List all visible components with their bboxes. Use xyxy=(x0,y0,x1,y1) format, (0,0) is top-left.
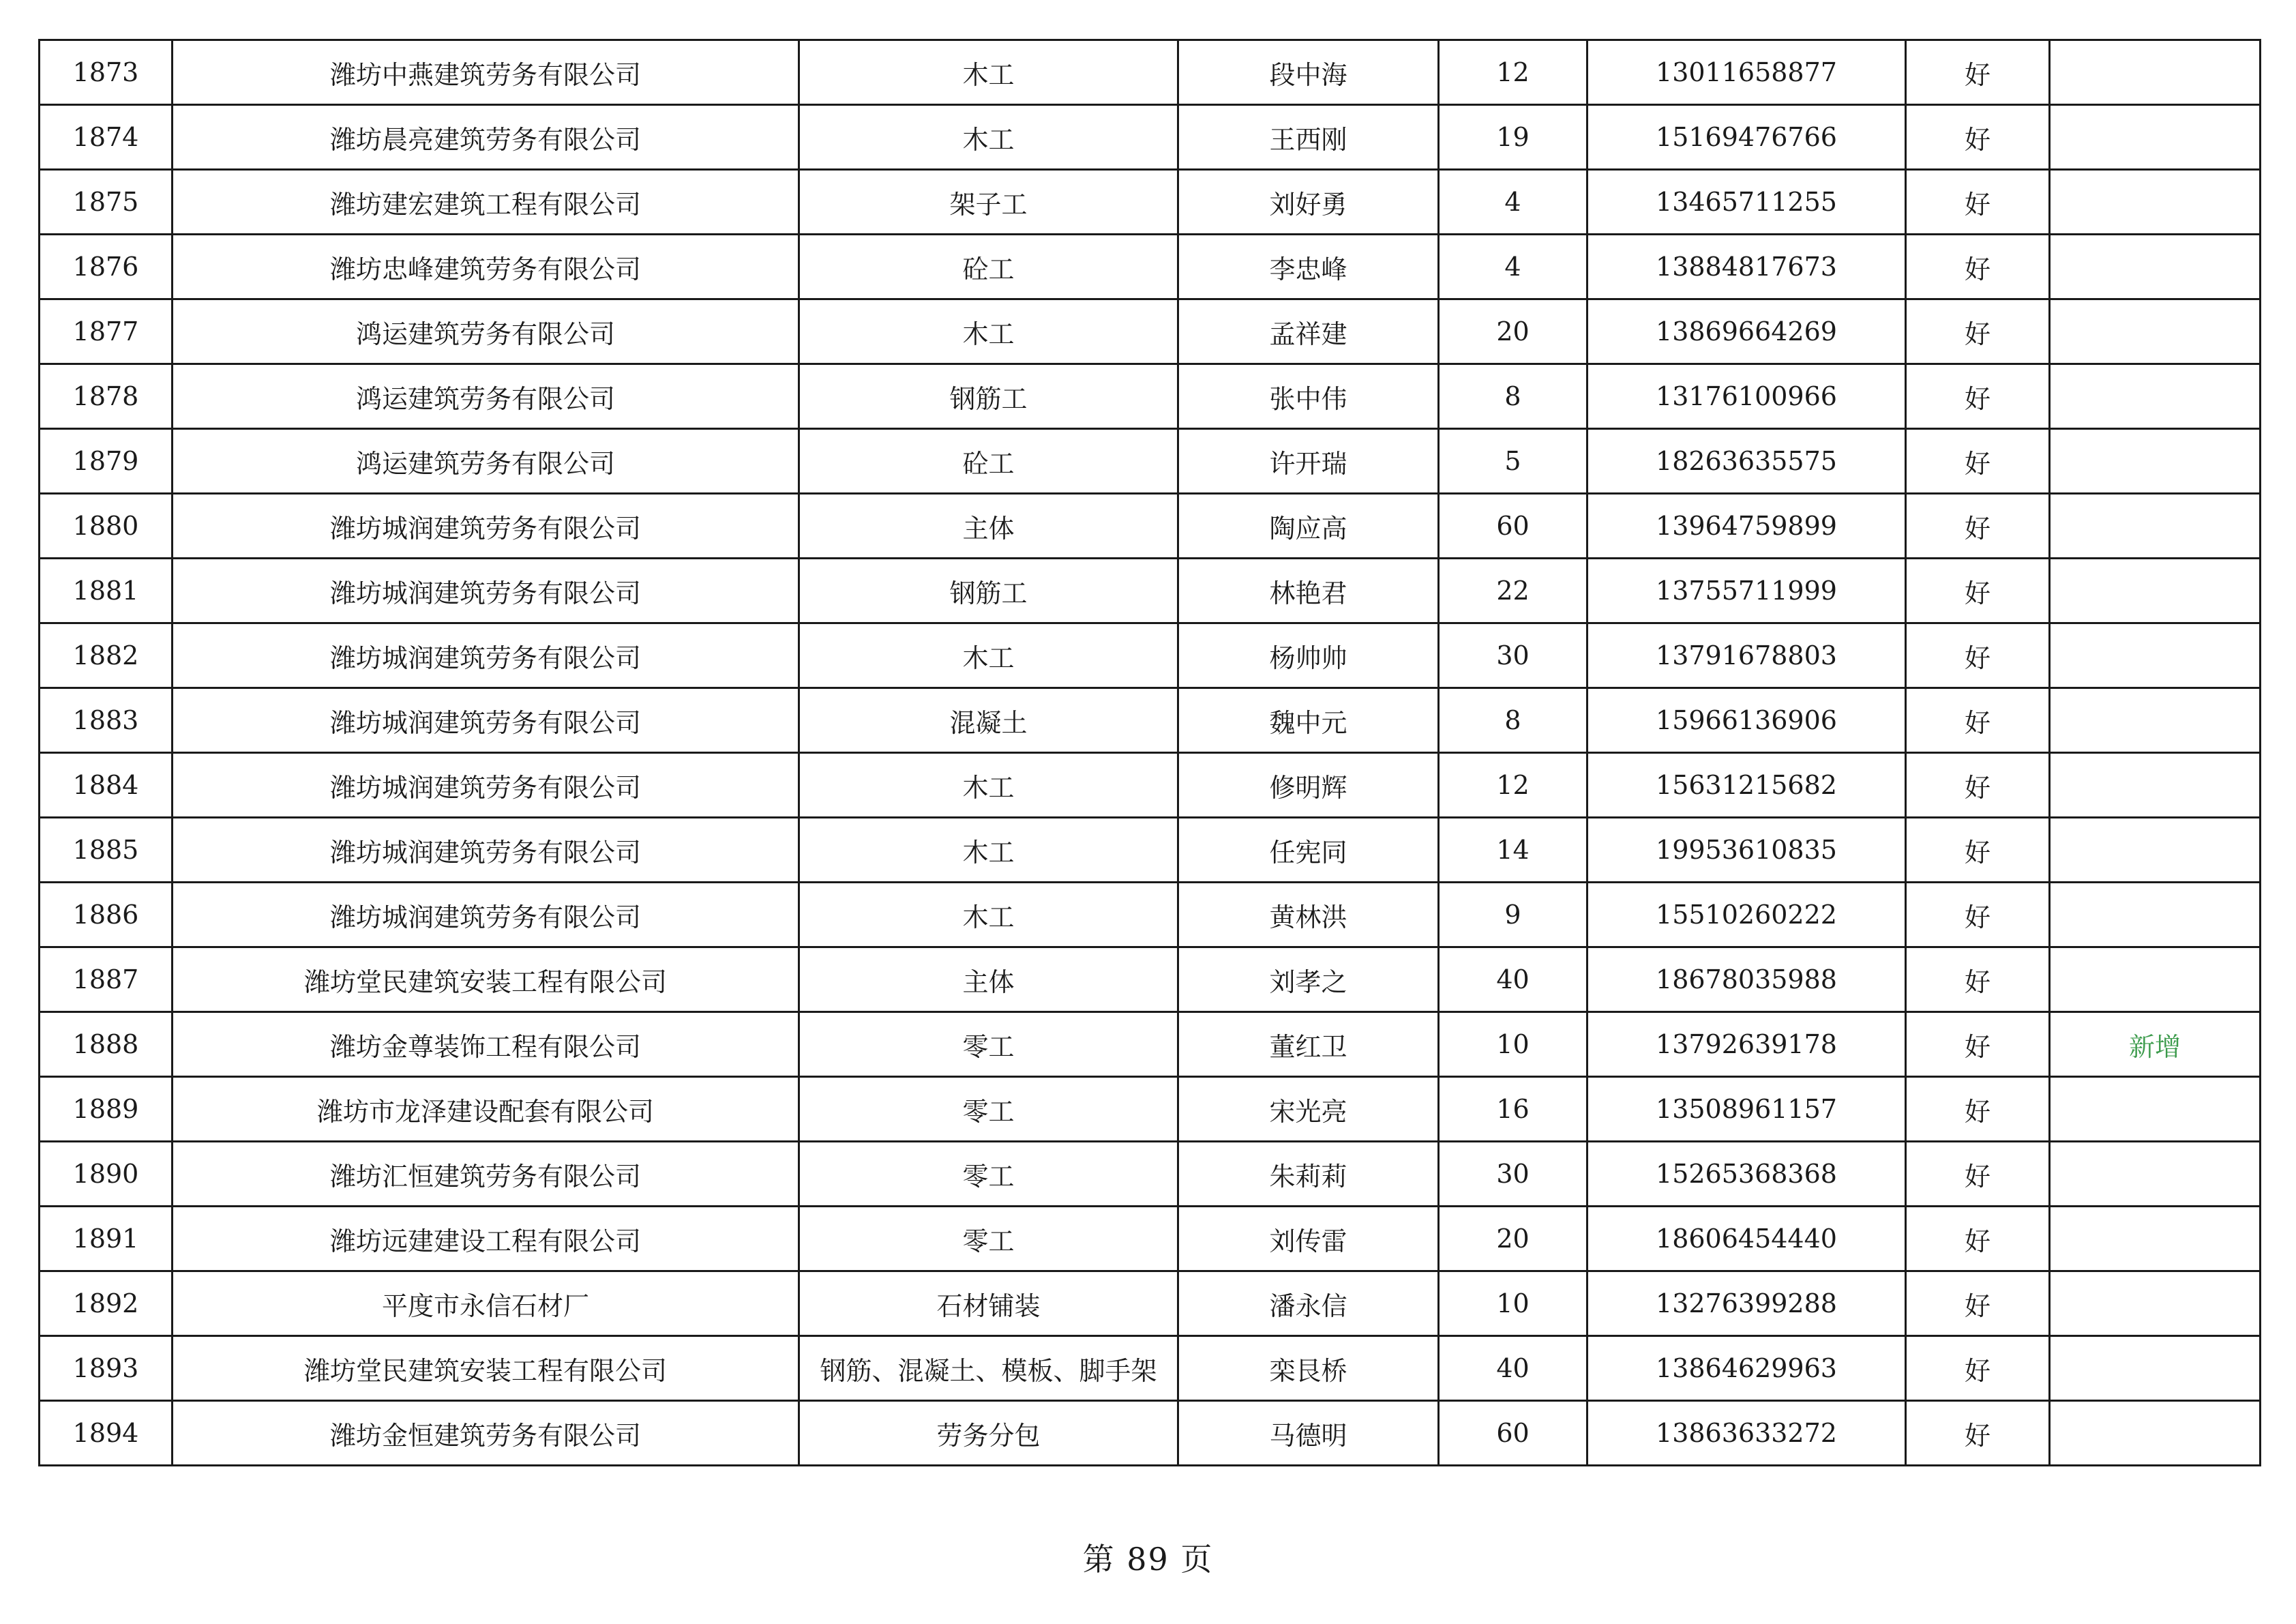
rating-cell: 好 xyxy=(1906,364,2050,429)
serial-number-cell: 1885 xyxy=(40,818,173,883)
rating-cell: 好 xyxy=(1906,429,2050,494)
serial-number-cell: 1888 xyxy=(40,1012,173,1077)
phone-cell: 13864629963 xyxy=(1587,1336,1906,1401)
trade-cell: 主体 xyxy=(799,494,1178,559)
note-cell xyxy=(2050,105,2261,170)
rating-cell: 好 xyxy=(1906,299,2050,364)
worker-count-cell: 16 xyxy=(1439,1077,1587,1142)
rating-cell: 好 xyxy=(1906,1271,2050,1336)
worker-count-cell: 60 xyxy=(1439,1401,1587,1466)
serial-number-cell: 1876 xyxy=(40,235,173,299)
company-name-cell: 鸿运建筑劳务有限公司 xyxy=(173,299,799,364)
company-name-cell: 平度市永信石材厂 xyxy=(173,1271,799,1336)
trade-cell: 钢筋工 xyxy=(799,559,1178,623)
worker-count-cell: 10 xyxy=(1439,1271,1587,1336)
note-cell xyxy=(2050,1142,2261,1207)
worker-count-cell: 22 xyxy=(1439,559,1587,623)
worker-count-cell: 60 xyxy=(1439,494,1587,559)
phone-cell: 15510260222 xyxy=(1587,883,1906,947)
company-name-cell: 潍坊金恒建筑劳务有限公司 xyxy=(173,1401,799,1466)
note-cell xyxy=(2050,170,2261,235)
rating-cell: 好 xyxy=(1906,688,2050,753)
trade-cell: 石材铺装 xyxy=(799,1271,1178,1336)
trade-cell: 劳务分包 xyxy=(799,1401,1178,1466)
company-name-cell: 潍坊建宏建筑工程有限公司 xyxy=(173,170,799,235)
phone-cell: 13011658877 xyxy=(1587,40,1906,105)
serial-number-cell: 1882 xyxy=(40,623,173,688)
serial-number-cell: 1881 xyxy=(40,559,173,623)
phone-cell: 18263635575 xyxy=(1587,429,1906,494)
company-name-cell: 潍坊忠峰建筑劳务有限公司 xyxy=(173,235,799,299)
rating-cell: 好 xyxy=(1906,1207,2050,1271)
trade-cell: 木工 xyxy=(799,883,1178,947)
note-cell xyxy=(2050,1207,2261,1271)
trade-cell: 架子工 xyxy=(799,170,1178,235)
table-row xyxy=(40,688,2261,753)
phone-cell: 13791678803 xyxy=(1587,623,1906,688)
company-name-cell: 潍坊汇恒建筑劳务有限公司 xyxy=(173,1142,799,1207)
worker-count-cell: 40 xyxy=(1439,1336,1587,1401)
serial-number-cell: 1878 xyxy=(40,364,173,429)
trade-cell: 木工 xyxy=(799,40,1178,105)
team-leader-cell: 杨帅帅 xyxy=(1178,623,1439,688)
note-cell xyxy=(2050,1077,2261,1142)
table-row xyxy=(40,105,2261,170)
table-row xyxy=(40,883,2261,947)
rating-cell: 好 xyxy=(1906,1077,2050,1142)
note-cell xyxy=(2050,494,2261,559)
worker-count-cell: 10 xyxy=(1439,1012,1587,1077)
team-leader-cell: 陶应高 xyxy=(1178,494,1439,559)
team-leader-cell: 李忠峰 xyxy=(1178,235,1439,299)
trade-cell: 主体 xyxy=(799,947,1178,1012)
phone-cell: 15631215682 xyxy=(1587,753,1906,818)
worker-count-cell: 30 xyxy=(1439,1142,1587,1207)
team-leader-cell: 刘传雷 xyxy=(1178,1207,1439,1271)
phone-cell: 13465711255 xyxy=(1587,170,1906,235)
serial-number-cell: 1893 xyxy=(40,1336,173,1401)
table-row xyxy=(40,1207,2261,1271)
team-leader-cell: 刘孝之 xyxy=(1178,947,1439,1012)
trade-cell: 砼工 xyxy=(799,429,1178,494)
note-cell xyxy=(2050,235,2261,299)
worker-count-cell: 5 xyxy=(1439,429,1587,494)
worker-count-cell: 20 xyxy=(1439,1207,1587,1271)
table-row xyxy=(40,429,2261,494)
note-cell xyxy=(2050,753,2261,818)
team-leader-cell: 孟祥建 xyxy=(1178,299,1439,364)
phone-cell: 13964759899 xyxy=(1587,494,1906,559)
company-name-cell: 鸿运建筑劳务有限公司 xyxy=(173,364,799,429)
rating-cell: 好 xyxy=(1906,494,2050,559)
table-row xyxy=(40,947,2261,1012)
phone-cell: 13869664269 xyxy=(1587,299,1906,364)
rating-cell: 好 xyxy=(1906,105,2050,170)
company-name-cell: 潍坊堂民建筑安装工程有限公司 xyxy=(173,1336,799,1401)
trade-cell: 砼工 xyxy=(799,235,1178,299)
phone-cell: 13755711999 xyxy=(1587,559,1906,623)
table-row xyxy=(40,494,2261,559)
trade-cell: 零工 xyxy=(799,1142,1178,1207)
note-cell xyxy=(2050,623,2261,688)
rating-cell: 好 xyxy=(1906,1142,2050,1207)
table-row xyxy=(40,1336,2261,1401)
team-leader-cell: 修明辉 xyxy=(1178,753,1439,818)
trade-cell: 零工 xyxy=(799,1207,1178,1271)
serial-number-cell: 1887 xyxy=(40,947,173,1012)
company-name-cell: 潍坊市龙泽建设配套有限公司 xyxy=(173,1077,799,1142)
team-leader-cell: 董红卫 xyxy=(1178,1012,1439,1077)
table-row xyxy=(40,559,2261,623)
company-name-cell: 潍坊中燕建筑劳务有限公司 xyxy=(173,40,799,105)
company-name-cell: 潍坊城润建筑劳务有限公司 xyxy=(173,753,799,818)
serial-number-cell: 1883 xyxy=(40,688,173,753)
worker-count-cell: 19 xyxy=(1439,105,1587,170)
trade-cell: 零工 xyxy=(799,1012,1178,1077)
serial-number-cell: 1886 xyxy=(40,883,173,947)
company-name-cell: 潍坊晨亮建筑劳务有限公司 xyxy=(173,105,799,170)
worker-count-cell: 30 xyxy=(1439,623,1587,688)
company-name-cell: 潍坊城润建筑劳务有限公司 xyxy=(173,883,799,947)
trade-cell: 零工 xyxy=(799,1077,1178,1142)
table-row xyxy=(40,1401,2261,1466)
serial-number-cell: 1892 xyxy=(40,1271,173,1336)
worker-count-cell: 14 xyxy=(1439,818,1587,883)
table-row xyxy=(40,170,2261,235)
team-leader-cell: 黄林洪 xyxy=(1178,883,1439,947)
team-leader-cell: 魏中元 xyxy=(1178,688,1439,753)
serial-number-cell: 1873 xyxy=(40,40,173,105)
rating-cell: 好 xyxy=(1906,1336,2050,1401)
serial-number-cell: 1884 xyxy=(40,753,173,818)
rating-cell: 好 xyxy=(1906,623,2050,688)
table-row xyxy=(40,1077,2261,1142)
worker-count-cell: 12 xyxy=(1439,753,1587,818)
trade-cell: 木工 xyxy=(799,299,1178,364)
trade-cell: 钢筋、混凝土、模板、脚手架 xyxy=(799,1336,1178,1401)
serial-number-cell: 1890 xyxy=(40,1142,173,1207)
team-leader-cell: 栾艮桥 xyxy=(1178,1336,1439,1401)
rating-cell: 好 xyxy=(1906,1401,2050,1466)
labor-roster-table xyxy=(38,39,2261,1466)
company-name-cell: 潍坊堂民建筑安装工程有限公司 xyxy=(173,947,799,1012)
phone-cell: 18606454440 xyxy=(1587,1207,1906,1271)
serial-number-cell: 1880 xyxy=(40,494,173,559)
table-row xyxy=(40,40,2261,105)
trade-cell: 钢筋工 xyxy=(799,364,1178,429)
trade-cell: 木工 xyxy=(799,753,1178,818)
phone-cell: 15265368368 xyxy=(1587,1142,1906,1207)
company-name-cell: 潍坊远建建设工程有限公司 xyxy=(173,1207,799,1271)
phone-cell: 13884817673 xyxy=(1587,235,1906,299)
team-leader-cell: 刘好勇 xyxy=(1178,170,1439,235)
company-name-cell: 潍坊城润建筑劳务有限公司 xyxy=(173,818,799,883)
note-cell xyxy=(2050,1271,2261,1336)
company-name-cell: 潍坊城润建筑劳务有限公司 xyxy=(173,688,799,753)
rating-cell: 好 xyxy=(1906,883,2050,947)
note-cell xyxy=(2050,559,2261,623)
rating-cell: 好 xyxy=(1906,170,2050,235)
team-leader-cell: 林艳君 xyxy=(1178,559,1439,623)
phone-cell: 19953610835 xyxy=(1587,818,1906,883)
note-cell xyxy=(2050,429,2261,494)
team-leader-cell: 任宪同 xyxy=(1178,818,1439,883)
note-cell xyxy=(2050,688,2261,753)
table-row xyxy=(40,364,2261,429)
rating-cell: 好 xyxy=(1906,818,2050,883)
worker-count-cell: 12 xyxy=(1439,40,1587,105)
note-cell xyxy=(2050,1401,2261,1466)
table-row xyxy=(40,1271,2261,1336)
phone-cell: 13863633272 xyxy=(1587,1401,1906,1466)
company-name-cell: 潍坊城润建筑劳务有限公司 xyxy=(173,623,799,688)
company-name-cell: 鸿运建筑劳务有限公司 xyxy=(173,429,799,494)
worker-count-cell: 4 xyxy=(1439,235,1587,299)
team-leader-cell: 许开瑞 xyxy=(1178,429,1439,494)
phone-cell: 15169476766 xyxy=(1587,105,1906,170)
table-row xyxy=(40,235,2261,299)
worker-count-cell: 40 xyxy=(1439,947,1587,1012)
roster-body xyxy=(40,40,2261,1466)
phone-cell: 15966136906 xyxy=(1587,688,1906,753)
table-row xyxy=(40,818,2261,883)
note-cell xyxy=(2050,299,2261,364)
serial-number-cell: 1889 xyxy=(40,1077,173,1142)
note-cell: 新增 xyxy=(2050,1012,2261,1077)
table-row xyxy=(40,299,2261,364)
trade-cell: 混凝土 xyxy=(799,688,1178,753)
serial-number-cell: 1894 xyxy=(40,1401,173,1466)
rating-cell: 好 xyxy=(1906,1012,2050,1077)
team-leader-cell: 王西刚 xyxy=(1178,105,1439,170)
trade-cell: 木工 xyxy=(799,105,1178,170)
serial-number-cell: 1877 xyxy=(40,299,173,364)
phone-cell: 13176100966 xyxy=(1587,364,1906,429)
serial-number-cell: 1879 xyxy=(40,429,173,494)
trade-cell: 木工 xyxy=(799,623,1178,688)
worker-count-cell: 9 xyxy=(1439,883,1587,947)
rating-cell: 好 xyxy=(1906,947,2050,1012)
worker-count-cell: 20 xyxy=(1439,299,1587,364)
rating-cell: 好 xyxy=(1906,559,2050,623)
rating-cell: 好 xyxy=(1906,753,2050,818)
rating-cell: 好 xyxy=(1906,40,2050,105)
rating-cell: 好 xyxy=(1906,235,2050,299)
team-leader-cell: 马德明 xyxy=(1178,1401,1439,1466)
table-row xyxy=(40,753,2261,818)
note-cell xyxy=(2050,40,2261,105)
worker-count-cell: 8 xyxy=(1439,364,1587,429)
table-row xyxy=(40,623,2261,688)
page-number: 第 89 页 xyxy=(1082,1541,1214,1578)
team-leader-cell: 潘永信 xyxy=(1178,1271,1439,1336)
table-row xyxy=(40,1142,2261,1207)
serial-number-cell: 1891 xyxy=(40,1207,173,1271)
note-cell xyxy=(2050,364,2261,429)
worker-count-cell: 4 xyxy=(1439,170,1587,235)
serial-number-cell: 1875 xyxy=(40,170,173,235)
note-cell xyxy=(2050,883,2261,947)
phone-cell: 13792639178 xyxy=(1587,1012,1906,1077)
team-leader-cell: 张中伟 xyxy=(1178,364,1439,429)
phone-cell: 13508961157 xyxy=(1587,1077,1906,1142)
note-cell xyxy=(2050,818,2261,883)
phone-cell: 18678035988 xyxy=(1587,947,1906,1012)
team-leader-cell: 朱莉莉 xyxy=(1178,1142,1439,1207)
company-name-cell: 潍坊城润建筑劳务有限公司 xyxy=(173,494,799,559)
note-cell xyxy=(2050,1336,2261,1401)
trade-cell: 木工 xyxy=(799,818,1178,883)
table-row xyxy=(40,1012,2261,1077)
team-leader-cell: 段中海 xyxy=(1178,40,1439,105)
company-name-cell: 潍坊城润建筑劳务有限公司 xyxy=(173,559,799,623)
team-leader-cell: 宋光亮 xyxy=(1178,1077,1439,1142)
company-name-cell: 潍坊金尊装饰工程有限公司 xyxy=(173,1012,799,1077)
worker-count-cell: 8 xyxy=(1439,688,1587,753)
note-cell xyxy=(2050,947,2261,1012)
phone-cell: 13276399288 xyxy=(1587,1271,1906,1336)
serial-number-cell: 1874 xyxy=(40,105,173,170)
